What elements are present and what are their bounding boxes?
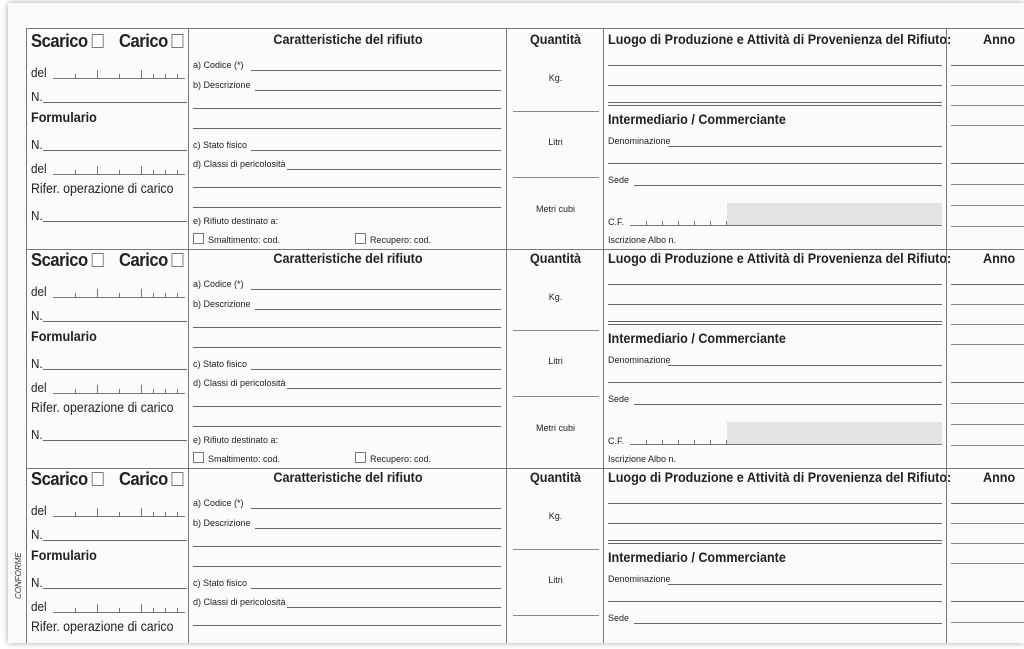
- carico-label: Carico: [119, 469, 168, 489]
- scarico-checkbox[interactable]: [91, 34, 103, 48]
- formulario-n-field[interactable]: [43, 588, 187, 589]
- quantity-divider-1: [513, 111, 599, 112]
- movement-column: [26, 248, 189, 468]
- anno-line-4[interactable]: [951, 125, 1024, 126]
- classi-line-2[interactable]: [193, 187, 501, 188]
- formulario-del-label: del: [31, 380, 47, 395]
- n-field[interactable]: [43, 540, 187, 541]
- origin-line-3[interactable]: [608, 321, 942, 322]
- classi-field[interactable]: [287, 607, 501, 608]
- n-label: N.: [31, 89, 43, 104]
- carico-label: Carico: [119, 250, 168, 270]
- rifer-label: Rifer. operazione di carico: [31, 180, 174, 196]
- origin-line-2[interactable]: [608, 304, 942, 305]
- sede-label: Sede: [608, 175, 630, 185]
- annotations-column: [946, 29, 1024, 249]
- cf-field[interactable]: [630, 215, 942, 226]
- classi-line-2[interactable]: [193, 625, 501, 626]
- quantity-heading: Quantità: [529, 250, 582, 266]
- scarico-option[interactable]: [31, 469, 103, 490]
- denominazione-field[interactable]: [668, 584, 942, 585]
- denominazione-label: Denominazione: [608, 136, 671, 146]
- characteristics-column: [188, 248, 507, 468]
- recupero-label: Recupero: cod.: [370, 454, 432, 464]
- n-label: N.: [31, 527, 43, 542]
- characteristics-heading: Caratteristiche del rifiuto: [273, 469, 423, 485]
- formulario-del-label: del: [31, 161, 47, 176]
- register-entry: [26, 467, 1024, 643]
- denominazione-line-2[interactable]: [608, 601, 942, 602]
- rifer-n-label: N.: [31, 427, 43, 442]
- carico-option[interactable]: [119, 250, 183, 271]
- movement-column: [26, 467, 189, 643]
- characteristics-heading: Caratteristiche del rifiuto: [273, 250, 423, 266]
- codice-label: a) Codice (*): [193, 60, 244, 70]
- descrizione-label: b) Descrizione: [193, 80, 251, 90]
- scarico-label: Scarico: [31, 469, 88, 489]
- smaltimento-option[interactable]: [193, 452, 280, 464]
- origin-heading: Luogo di Produzione e Attività di Provenienza del Rifiuto:: [608, 31, 952, 47]
- sede-label: Sede: [608, 394, 630, 404]
- del-label: del: [31, 65, 47, 80]
- sede-field[interactable]: [634, 404, 942, 405]
- descrizione-label: b) Descrizione: [193, 299, 251, 309]
- sede-field[interactable]: [634, 185, 942, 186]
- scarico-label: Scarico: [31, 250, 88, 270]
- stato-label: c) Stato fisico: [193, 578, 248, 588]
- formulario-n-label: N.: [31, 575, 43, 590]
- anno-line-1[interactable]: [951, 503, 1024, 504]
- carico-checkbox[interactable]: [171, 472, 183, 486]
- descrizione-field[interactable]: [255, 528, 501, 529]
- iscrizione-label: Iscrizione Albo n.: [608, 235, 677, 245]
- scarico-label: Scarico: [31, 31, 88, 51]
- anno-line-7[interactable]: [951, 205, 1024, 206]
- recupero-checkbox[interactable]: [355, 452, 366, 463]
- classi-label: d) Classi di pericolosità: [193, 378, 286, 388]
- n-field[interactable]: [43, 102, 187, 103]
- formulario-n-label: N.: [31, 137, 43, 152]
- denominazione-label: Denominazione: [608, 355, 671, 365]
- smaltimento-label: Smaltimento: cod.: [208, 235, 281, 245]
- origin-column: [603, 248, 952, 468]
- recupero-label: Recupero: cod.: [370, 235, 432, 245]
- date-field[interactable]: [53, 289, 185, 298]
- denominazione-line-2[interactable]: [608, 163, 942, 164]
- classi-line-3[interactable]: [193, 426, 501, 427]
- origin-double-line: [608, 105, 942, 106]
- formulario-n-label: N.: [31, 356, 43, 371]
- descrizione-field[interactable]: [255, 90, 501, 91]
- anno-line-5[interactable]: [951, 163, 1024, 164]
- quantity-divider-2: [513, 615, 599, 616]
- anno-line-7[interactable]: [951, 424, 1024, 425]
- quantity-heading: Quantità: [529, 31, 582, 47]
- descrizione-field[interactable]: [255, 309, 501, 310]
- register-entry: [26, 29, 1024, 250]
- scarico-option[interactable]: [31, 250, 103, 271]
- smaltimento-option[interactable]: [193, 233, 280, 245]
- movement-column: [26, 29, 189, 249]
- origin-heading: Luogo di Produzione e Attività di Provenienza del Rifiuto:: [608, 250, 952, 266]
- descrizione-line-2[interactable]: [193, 108, 501, 109]
- carico-label: Carico: [119, 31, 168, 51]
- classi-field[interactable]: [287, 388, 501, 389]
- recupero-checkbox[interactable]: [355, 233, 366, 244]
- carico-checkbox[interactable]: [171, 253, 183, 267]
- register-entry: [26, 248, 1024, 469]
- formulario-n-field[interactable]: [43, 369, 187, 370]
- characteristics-heading: Caratteristiche del rifiuto: [273, 31, 423, 47]
- origin-line-1[interactable]: [608, 65, 942, 66]
- classi-line-2[interactable]: [193, 406, 501, 407]
- rifer-n-field[interactable]: [43, 221, 187, 222]
- rifer-label: Rifer. operazione di carico: [31, 618, 174, 634]
- carico-checkbox[interactable]: [171, 34, 183, 48]
- annotations-column: [946, 248, 1024, 468]
- annotations-column: [946, 467, 1024, 643]
- descrizione-line-3[interactable]: [193, 128, 501, 129]
- origin-line-1[interactable]: [608, 503, 942, 504]
- carico-option[interactable]: [119, 469, 183, 490]
- descrizione-line-3[interactable]: [193, 566, 501, 567]
- anno-line-6[interactable]: [951, 622, 1024, 623]
- smaltimento-label: Smaltimento: cod.: [208, 454, 281, 464]
- rifer-n-field[interactable]: [43, 440, 187, 441]
- intermediario-heading: Intermediario / Commerciante: [608, 330, 786, 346]
- descrizione-line-2[interactable]: [193, 327, 501, 328]
- quantity-divider-1: [513, 330, 599, 331]
- stato-label: c) Stato fisico: [193, 359, 248, 369]
- anno-line-3[interactable]: [951, 324, 1024, 325]
- quantity-column: [506, 248, 604, 468]
- anno-line-8[interactable]: [951, 226, 1024, 227]
- denominazione-label: Denominazione: [608, 574, 671, 584]
- waste-register-form: [26, 28, 1024, 643]
- origin-line-3[interactable]: [608, 540, 942, 541]
- stato-field[interactable]: [251, 588, 501, 589]
- formulario-date-field[interactable]: [53, 385, 185, 394]
- side-label: CONFORME: [14, 552, 23, 599]
- kg-label: Kg.: [548, 292, 563, 302]
- del-label: del: [31, 503, 47, 518]
- quantity-divider-2: [513, 396, 599, 397]
- rifer-label: Rifer. operazione di carico: [31, 399, 174, 415]
- origin-line-3[interactable]: [608, 102, 942, 103]
- codice-label: a) Codice (*): [193, 279, 244, 289]
- anno-line-8[interactable]: [951, 445, 1024, 446]
- classi-line-3[interactable]: [193, 207, 501, 208]
- descrizione-label: b) Descrizione: [193, 518, 251, 528]
- rifer-n-label: N.: [31, 208, 43, 223]
- iscrizione-label: Iscrizione Albo n.: [608, 454, 677, 464]
- quantity-divider-1: [513, 549, 599, 550]
- formulario-n-field[interactable]: [43, 150, 187, 151]
- origin-heading: Luogo di Produzione e Attività di Provenienza del Rifiuto:: [608, 469, 952, 485]
- recupero-option[interactable]: [355, 233, 431, 245]
- origin-column: [603, 29, 952, 249]
- metri-label: Metri cubi: [535, 204, 575, 214]
- anno-line-5[interactable]: [951, 601, 1024, 602]
- codice-field[interactable]: [251, 70, 501, 71]
- anno-line-2[interactable]: [951, 85, 1024, 86]
- classi-field[interactable]: [287, 169, 501, 170]
- litri-label: Litri: [548, 356, 563, 366]
- smaltimento-checkbox[interactable]: [193, 233, 204, 244]
- anno-line-3[interactable]: [951, 105, 1024, 106]
- origin-double-line: [608, 324, 942, 325]
- sede-label: Sede: [608, 613, 630, 623]
- anno-heading: Anno: [983, 250, 1016, 266]
- cf-field[interactable]: [630, 434, 942, 445]
- scarico-option[interactable]: [31, 31, 103, 52]
- scarico-checkbox[interactable]: [91, 472, 103, 486]
- cf-label: C.F.: [608, 436, 625, 446]
- characteristics-column: [188, 467, 507, 643]
- formulario-label: Formulario: [31, 109, 97, 125]
- destinato-label: e) Rifiuto destinato a:: [193, 216, 279, 226]
- denominazione-field[interactable]: [668, 365, 942, 366]
- anno-line-4[interactable]: [951, 344, 1024, 345]
- anno-line-5[interactable]: [951, 382, 1024, 383]
- cf-label: C.F.: [608, 217, 625, 227]
- kg-label: Kg.: [548, 73, 563, 83]
- date-field[interactable]: [53, 70, 185, 79]
- characteristics-column: [188, 29, 507, 249]
- anno-line-2[interactable]: [951, 523, 1024, 524]
- anno-heading: Anno: [983, 31, 1016, 47]
- formulario-date-field[interactable]: [53, 604, 185, 613]
- formulario-del-label: del: [31, 599, 47, 614]
- quantity-column: [506, 29, 604, 249]
- anno-line-6[interactable]: [951, 403, 1024, 404]
- n-label: N.: [31, 308, 43, 323]
- stato-field[interactable]: [251, 150, 501, 151]
- classi-label: d) Classi di pericolosità: [193, 159, 286, 169]
- n-field[interactable]: [43, 321, 187, 322]
- quantity-divider-2: [513, 177, 599, 178]
- classi-label: d) Classi di pericolosità: [193, 597, 286, 607]
- origin-line-2[interactable]: [608, 523, 942, 524]
- smaltimento-checkbox[interactable]: [193, 452, 204, 463]
- recupero-option[interactable]: [355, 452, 431, 464]
- denominazione-field[interactable]: [668, 146, 942, 147]
- metri-label: Metri cubi: [535, 423, 575, 433]
- origin-line-2[interactable]: [608, 85, 942, 86]
- litri-label: Litri: [548, 137, 563, 147]
- origin-line-1[interactable]: [608, 284, 942, 285]
- denominazione-line-2[interactable]: [608, 382, 942, 383]
- codice-field[interactable]: [251, 289, 501, 290]
- intermediario-heading: Intermediario / Commerciante: [608, 111, 786, 127]
- scarico-checkbox[interactable]: [91, 253, 103, 267]
- date-field[interactable]: [53, 508, 185, 517]
- formulario-label: Formulario: [31, 328, 97, 344]
- sede-field[interactable]: [634, 623, 942, 624]
- del-label: del: [31, 284, 47, 299]
- destinato-label: e) Rifiuto destinato a:: [193, 435, 279, 445]
- quantity-heading: Quantità: [529, 469, 582, 485]
- descrizione-line-2[interactable]: [193, 546, 501, 547]
- litri-label: Litri: [548, 575, 563, 585]
- anno-line-2[interactable]: [951, 304, 1024, 305]
- quantity-column: [506, 467, 604, 643]
- stato-label: c) Stato fisico: [193, 140, 248, 150]
- intermediario-heading: Intermediario / Commerciante: [608, 549, 786, 565]
- register-sheet: [8, 3, 1024, 643]
- stato-field[interactable]: [251, 369, 501, 370]
- anno-line-1[interactable]: [951, 65, 1024, 66]
- anno-line-6[interactable]: [951, 184, 1024, 185]
- anno-heading: Anno: [983, 469, 1016, 485]
- anno-line-4[interactable]: [951, 563, 1024, 564]
- kg-label: Kg.: [548, 511, 563, 521]
- codice-label: a) Codice (*): [193, 498, 244, 508]
- carico-option[interactable]: [119, 31, 183, 52]
- origin-column: [603, 467, 952, 643]
- formulario-date-field[interactable]: [53, 166, 185, 175]
- origin-double-line: [608, 543, 942, 544]
- anno-line-3[interactable]: [951, 543, 1024, 544]
- anno-line-1[interactable]: [951, 284, 1024, 285]
- codice-field[interactable]: [251, 508, 501, 509]
- formulario-label: Formulario: [31, 547, 97, 563]
- descrizione-line-3[interactable]: [193, 347, 501, 348]
